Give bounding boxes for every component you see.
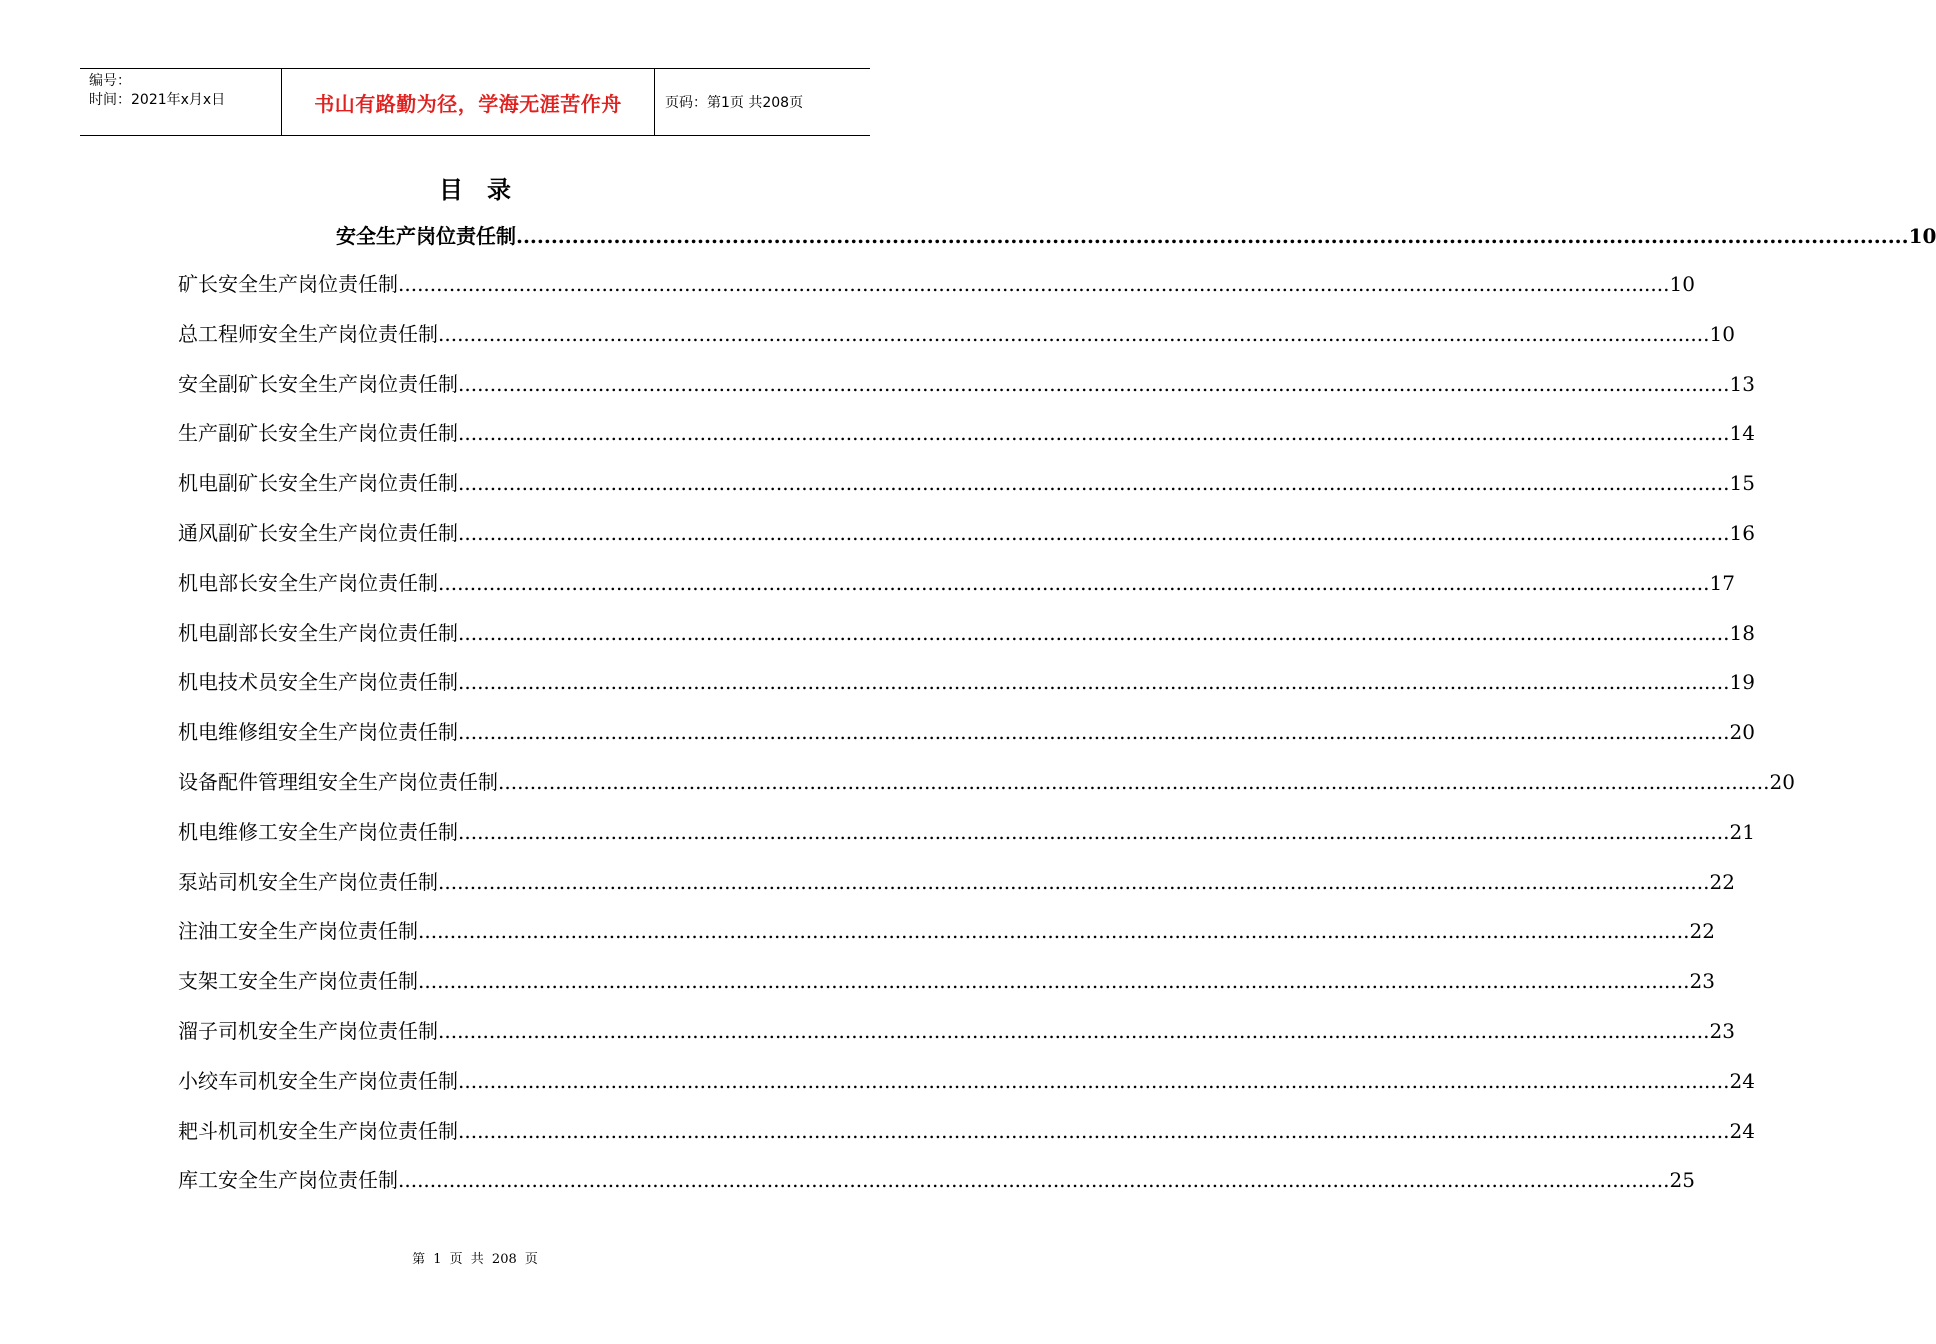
toc-item-label: 机电副矿长安全生产岗位责任制 xyxy=(178,471,458,496)
header-meta xyxy=(80,69,282,135)
toc-leader-dots: ........................................................................................................................................................................................................ xyxy=(438,1018,1710,1043)
toc-item-label: 机电副部长安全生产岗位责任制 xyxy=(178,620,458,645)
toc-item-page: 17 xyxy=(1709,570,1735,595)
toc-leader-dots: ........................................................................................................................................................................................................ xyxy=(458,819,1730,844)
toc-item[interactable] xyxy=(178,517,1755,567)
toc-leader-dots: ........................................................................................................................................................................................................ xyxy=(458,1118,1730,1143)
toc-main-entry[interactable] xyxy=(336,220,1936,250)
toc-item-label: 机电维修组安全生产岗位责任制 xyxy=(178,720,458,745)
toc-item-page: 18 xyxy=(1729,620,1755,645)
header-time: 时间：2021年x月x日 xyxy=(89,92,226,108)
toc-item-label: 机电维修工安全生产岗位责任制 xyxy=(178,819,458,844)
toc-item-page: 14 xyxy=(1729,421,1755,446)
toc-item-page: 20 xyxy=(1769,769,1795,794)
toc-item[interactable] xyxy=(178,766,1795,816)
toc-item-page: 10 xyxy=(1669,272,1695,296)
toc-item-page: 10 xyxy=(1709,321,1735,346)
toc-leader-dots: ........................................................................................................................................................................................................ xyxy=(438,570,1710,595)
toc-item-label: 矿长安全生产岗位责任制 xyxy=(178,272,398,296)
toc-item-page: 13 xyxy=(1729,371,1755,396)
toc-leader-dots: ........................................................................................................................................................................................................ xyxy=(458,620,1730,645)
page-title: 目录 xyxy=(439,175,535,204)
toc-item-page: 20 xyxy=(1729,720,1755,745)
toc-item-label: 机电部长安全生产岗位责任制 xyxy=(178,570,438,595)
toc-item[interactable] xyxy=(178,567,1735,617)
toc-item-label: 支架工安全生产岗位责任制 xyxy=(178,969,418,994)
toc-item[interactable] xyxy=(178,915,1715,965)
header-table xyxy=(80,68,870,136)
toc-item-page: 24 xyxy=(1729,1068,1755,1093)
page-footer: 第 1 页 共 208 页 xyxy=(412,1252,538,1267)
toc-item[interactable] xyxy=(178,1164,1695,1214)
toc-item-page: 25 xyxy=(1669,1168,1695,1193)
toc-item[interactable] xyxy=(178,268,1695,318)
toc-item-label: 设备配件管理组安全生产岗位责任制 xyxy=(178,769,498,794)
toc-item-page: 22 xyxy=(1689,919,1715,944)
toc-item-page: 19 xyxy=(1729,670,1755,695)
toc-leader-dots: ........................................................................................................................................................................................................ xyxy=(458,471,1730,496)
toc-item-label: 通风副矿长安全生产岗位责任制 xyxy=(178,520,458,545)
toc-leader-dots: ........................................................................................................................................................................................................ xyxy=(418,969,1690,994)
toc-item[interactable] xyxy=(178,1015,1735,1065)
toc-item-label: 生产副矿长安全生产岗位责任制 xyxy=(178,421,458,446)
toc-leader-dots: ........................................................................................................................................................................................................ xyxy=(398,272,1670,296)
toc-item-page: 24 xyxy=(1729,1118,1755,1143)
toc-item-label: 库工安全生产岗位责任制 xyxy=(178,1168,398,1193)
toc-item[interactable] xyxy=(178,617,1755,667)
toc-item-page: 23 xyxy=(1709,1018,1735,1043)
toc-main-label: 安全生产岗位责任制 xyxy=(336,224,516,248)
toc-leader-dots: ........................................................................................................................................................................................................ xyxy=(498,769,1770,794)
toc-item-label: 总工程师安全生产岗位责任制 xyxy=(178,321,438,346)
toc-item-label: 安全副矿长安全生产岗位责任制 xyxy=(178,371,458,396)
header-number: 编号： xyxy=(89,73,131,89)
toc-item[interactable] xyxy=(178,816,1755,866)
toc-item-page: 22 xyxy=(1709,869,1735,894)
header-motto: 书山有路勤为径，学海无涯苦作舟 xyxy=(282,69,655,135)
toc-item-label: 机电技术员安全生产岗位责任制 xyxy=(178,670,458,695)
toc-leader-dots: ........................................................................................................................................................................................................ xyxy=(458,670,1730,695)
toc-item[interactable] xyxy=(178,1065,1755,1115)
toc-leader-dots: ........................................................................................................................................................................................................ xyxy=(458,1068,1730,1093)
toc-leader-dots: ........................................................................................................................................................................................................ xyxy=(458,520,1730,545)
toc-item[interactable] xyxy=(178,467,1755,517)
toc-item-label: 小绞车司机安全生产岗位责任制 xyxy=(178,1068,458,1093)
toc-item[interactable] xyxy=(178,866,1735,916)
toc-item[interactable] xyxy=(178,716,1755,766)
toc-item-page: 16 xyxy=(1729,520,1755,545)
toc-leader-dots: ........................................................................................................................................................................................................ xyxy=(516,224,1909,248)
toc-item-label: 溜子司机安全生产岗位责任制 xyxy=(178,1018,438,1043)
toc-item-label: 泵站司机安全生产岗位责任制 xyxy=(178,869,438,894)
toc-leader-dots: ........................................................................................................................................................................................................ xyxy=(458,421,1730,446)
toc-item-page: 15 xyxy=(1729,471,1755,496)
toc-item-label: 耙斗机司机安全生产岗位责任制 xyxy=(178,1118,458,1143)
toc-main-page: 10 xyxy=(1908,224,1936,248)
toc-list xyxy=(178,268,1795,1214)
toc-leader-dots: ........................................................................................................................................................................................................ xyxy=(458,371,1730,396)
toc-item[interactable] xyxy=(178,417,1755,467)
toc-item[interactable] xyxy=(178,666,1755,716)
toc-leader-dots: ........................................................................................................................................................................................................ xyxy=(438,869,1710,894)
toc-leader-dots: ........................................................................................................................................................................................................ xyxy=(438,321,1710,346)
toc-item-page: 23 xyxy=(1689,969,1715,994)
toc-item[interactable] xyxy=(178,368,1755,418)
toc-item[interactable] xyxy=(178,965,1715,1015)
header-page-info: 页码：第1页 共208页 xyxy=(665,95,804,111)
toc-item[interactable] xyxy=(178,318,1735,368)
toc-item[interactable] xyxy=(178,1115,1755,1165)
toc-leader-dots: ........................................................................................................................................................................................................ xyxy=(418,919,1690,944)
toc-item-page: 21 xyxy=(1729,819,1755,844)
toc-leader-dots: ........................................................................................................................................................................................................ xyxy=(458,720,1730,745)
toc-leader-dots: ........................................................................................................................................................................................................ xyxy=(398,1168,1670,1193)
toc-item-label: 注油工安全生产岗位责任制 xyxy=(178,919,418,944)
